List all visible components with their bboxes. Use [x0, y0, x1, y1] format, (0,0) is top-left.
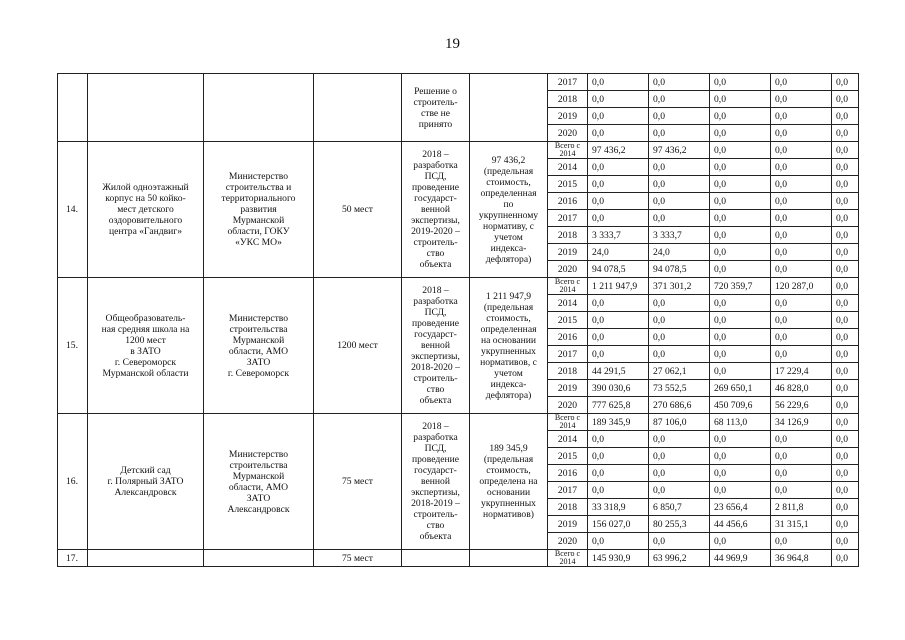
object-name-cell: Жилой одноэтажный корпус на 50 койко- мест детского оздоровительного центра «Гандвиг»: [88, 142, 204, 278]
amount-cell: 0,0: [588, 465, 649, 482]
amount-cell: 0,0: [832, 244, 859, 261]
amount-cell: 63 996,2: [649, 550, 710, 567]
amount-cell: 0,0: [649, 108, 710, 125]
amount-cell: 0,0: [771, 142, 832, 159]
amount-cell: 27 062,1: [649, 363, 710, 380]
amount-cell: 0,0: [832, 448, 859, 465]
amount-cell: 0,0: [771, 227, 832, 244]
year-cell: 2019: [548, 108, 588, 125]
cost-cell: 97 436,2 (предельная стоимость, определенная по укрупненному нормативу, с учетом индекса- дефлятора): [470, 142, 548, 278]
amount-cell: 0,0: [832, 176, 859, 193]
amount-cell: 0,0: [588, 193, 649, 210]
table-row: [58, 278, 859, 295]
amount-cell: 0,0: [588, 533, 649, 550]
amount-cell: 0,0: [649, 448, 710, 465]
amount-cell: 0,0: [832, 363, 859, 380]
amount-cell: 44 291,5: [588, 363, 649, 380]
amount-cell: 0,0: [771, 431, 832, 448]
amount-cell: 73 552,5: [649, 380, 710, 397]
year-cell: 2020: [548, 397, 588, 414]
amount-cell: 0,0: [832, 261, 859, 278]
amount-cell: 0,0: [588, 482, 649, 499]
year-cell: 2016: [548, 193, 588, 210]
construction-objects-table: [57, 73, 859, 567]
amount-cell: 0,0: [771, 125, 832, 142]
amount-cell: 145 930,9: [588, 550, 649, 567]
year-cell: 2016: [548, 329, 588, 346]
amount-cell: 0,0: [771, 448, 832, 465]
year-cell: 2018: [548, 363, 588, 380]
amount-cell: 94 078,5: [649, 261, 710, 278]
amount-cell: 0,0: [832, 74, 859, 91]
amount-cell: 94 078,5: [588, 261, 649, 278]
amount-cell: 80 255,3: [649, 516, 710, 533]
year-cell: 2018: [548, 227, 588, 244]
amount-cell: 390 030,6: [588, 380, 649, 397]
amount-cell: 0,0: [832, 108, 859, 125]
year-cell: 2019: [548, 516, 588, 533]
amount-cell: 56 229,6: [771, 397, 832, 414]
customer-cell: [204, 550, 314, 567]
amount-cell: 17 229,4: [771, 363, 832, 380]
stages-cell: 2018 – разработка ПСД, проведение государст- венной экспертизы, 2018-2020 – строитель- ство объекта: [402, 278, 470, 414]
customer-cell: [204, 74, 314, 142]
amount-cell: 0,0: [649, 431, 710, 448]
cost-cell: [470, 550, 548, 567]
amount-cell: 2 811,8: [771, 499, 832, 516]
year-cell: 2015: [548, 448, 588, 465]
amount-cell: 0,0: [649, 125, 710, 142]
amount-cell: 68 113,0: [710, 414, 771, 431]
year-cell: 2014: [548, 431, 588, 448]
capacity-cell: [314, 74, 402, 142]
year-cell: 2018: [548, 499, 588, 516]
year-cell: 2020: [548, 261, 588, 278]
amount-cell: 0,0: [588, 125, 649, 142]
amount-cell: 0,0: [649, 159, 710, 176]
amount-cell: 0,0: [710, 91, 771, 108]
table-row: [58, 550, 859, 567]
amount-cell: 0,0: [832, 312, 859, 329]
amount-cell: 0,0: [771, 176, 832, 193]
amount-cell: 0,0: [771, 329, 832, 346]
amount-cell: 0,0: [832, 397, 859, 414]
amount-cell: 0,0: [832, 550, 859, 567]
year-cell: 2017: [548, 74, 588, 91]
capacity-cell: 50 мест: [314, 142, 402, 278]
amount-cell: 0,0: [588, 74, 649, 91]
row-number-cell: 14.: [58, 142, 88, 278]
amount-cell: 0,0: [588, 108, 649, 125]
amount-cell: 0,0: [588, 210, 649, 227]
amount-cell: 0,0: [710, 261, 771, 278]
amount-cell: 1 211 947,9: [588, 278, 649, 295]
amount-cell: 3 333,7: [649, 227, 710, 244]
amount-cell: 0,0: [832, 278, 859, 295]
object-name-cell: Детский сад г. Полярный ЗАТО Александровск: [88, 414, 204, 550]
amount-cell: 0,0: [710, 346, 771, 363]
cost-cell: 1 211 947,9 (предельная стоимость, определенная на основании укрупненных нормативов, с учетом индекса- дефлятора): [470, 278, 548, 414]
year-cell: 2014: [548, 295, 588, 312]
amount-cell: 0,0: [771, 108, 832, 125]
amount-cell: 0,0: [771, 91, 832, 108]
object-name-cell: Общеобразователь- ная средняя школа на 1200 мест в ЗАТО г. Североморск Мурманской области: [88, 278, 204, 414]
year-cell: 2014: [548, 159, 588, 176]
amount-cell: 0,0: [710, 329, 771, 346]
amount-cell: 0,0: [832, 482, 859, 499]
amount-cell: 0,0: [649, 329, 710, 346]
amount-cell: 0,0: [771, 244, 832, 261]
amount-cell: 0,0: [832, 414, 859, 431]
year-cell: Всего с 2014: [548, 278, 588, 295]
amount-cell: 44 969,9: [710, 550, 771, 567]
customer-cell: Министерство строительства и территориального развития Мурманской области, ГОКУ «УКС МО»: [204, 142, 314, 278]
year-cell: Всего с 2014: [548, 414, 588, 431]
amount-cell: 156 027,0: [588, 516, 649, 533]
amount-cell: 0,0: [588, 346, 649, 363]
amount-cell: 24,0: [649, 244, 710, 261]
amount-cell: 0,0: [832, 329, 859, 346]
capacity-cell: 75 мест: [314, 414, 402, 550]
amount-cell: 0,0: [832, 431, 859, 448]
amount-cell: 0,0: [710, 227, 771, 244]
amount-cell: 0,0: [588, 448, 649, 465]
amount-cell: 0,0: [771, 193, 832, 210]
amount-cell: 0,0: [649, 295, 710, 312]
amount-cell: 0,0: [832, 210, 859, 227]
amount-cell: 450 709,6: [710, 397, 771, 414]
amount-cell: 23 656,4: [710, 499, 771, 516]
amount-cell: 0,0: [649, 465, 710, 482]
amount-cell: 0,0: [832, 465, 859, 482]
amount-cell: 0,0: [710, 159, 771, 176]
year-cell: 2017: [548, 482, 588, 499]
stages-cell: 2018 – разработка ПСД, проведение государст- венной экспертизы, 2019-2020 – строитель- ство объекта: [402, 142, 470, 278]
object-name-cell: [88, 74, 204, 142]
amount-cell: 97 436,2: [588, 142, 649, 159]
amount-cell: 777 625,8: [588, 397, 649, 414]
table-row: [58, 142, 859, 159]
amount-cell: 0,0: [771, 465, 832, 482]
amount-cell: 0,0: [649, 533, 710, 550]
amount-cell: 0,0: [649, 482, 710, 499]
amount-cell: 0,0: [649, 176, 710, 193]
amount-cell: 371 301,2: [649, 278, 710, 295]
page-number: 19: [445, 36, 460, 52]
amount-cell: 0,0: [771, 346, 832, 363]
cost-cell: [470, 74, 548, 142]
amount-cell: 0,0: [710, 363, 771, 380]
table-row: [58, 414, 859, 431]
amount-cell: 0,0: [649, 193, 710, 210]
amount-cell: 0,0: [832, 499, 859, 516]
amount-cell: 0,0: [832, 142, 859, 159]
year-cell: 2017: [548, 346, 588, 363]
customer-cell: Министерство строительства Мурманской области, АМО ЗАТО г. Североморск: [204, 278, 314, 414]
year-cell: 2015: [548, 312, 588, 329]
stages-cell: 2018 – разработка ПСД, проведение государст- венной экспертизы, 2018-2019 – строитель- ство объекта: [402, 414, 470, 550]
amount-cell: 0,0: [710, 431, 771, 448]
capacity-cell: 75 мест: [314, 550, 402, 567]
amount-cell: 0,0: [588, 176, 649, 193]
table-row: [58, 74, 859, 91]
year-cell: 2017: [548, 210, 588, 227]
amount-cell: 0,0: [832, 516, 859, 533]
amount-cell: 0,0: [710, 193, 771, 210]
amount-cell: 87 106,0: [649, 414, 710, 431]
amount-cell: 269 650,1: [710, 380, 771, 397]
row-number-cell: [58, 74, 88, 142]
amount-cell: 0,0: [588, 295, 649, 312]
amount-cell: 0,0: [832, 91, 859, 108]
amount-cell: 0,0: [771, 74, 832, 91]
year-cell: 2018: [548, 91, 588, 108]
year-cell: 2019: [548, 244, 588, 261]
amount-cell: 46 828,0: [771, 380, 832, 397]
row-number-cell: 15.: [58, 278, 88, 414]
year-cell: 2016: [548, 465, 588, 482]
amount-cell: 0,0: [771, 482, 832, 499]
amount-cell: 0,0: [832, 125, 859, 142]
amount-cell: 6 850,7: [649, 499, 710, 516]
amount-cell: 0,0: [710, 295, 771, 312]
amount-cell: 0,0: [710, 533, 771, 550]
amount-cell: 0,0: [832, 227, 859, 244]
amount-cell: 33 318,9: [588, 499, 649, 516]
amount-cell: 3 333,7: [588, 227, 649, 244]
amount-cell: 0,0: [710, 125, 771, 142]
amount-cell: 0,0: [588, 329, 649, 346]
amount-cell: 24,0: [588, 244, 649, 261]
amount-cell: 34 126,9: [771, 414, 832, 431]
amount-cell: 0,0: [710, 176, 771, 193]
year-cell: 2020: [548, 533, 588, 550]
year-cell: Всего с 2014: [548, 550, 588, 567]
amount-cell: 0,0: [710, 142, 771, 159]
amount-cell: 44 456,6: [710, 516, 771, 533]
amount-cell: 0,0: [649, 312, 710, 329]
amount-cell: 0,0: [649, 210, 710, 227]
amount-cell: 0,0: [832, 159, 859, 176]
amount-cell: 0,0: [588, 91, 649, 108]
object-name-cell: [88, 550, 204, 567]
amount-cell: 0,0: [771, 159, 832, 176]
row-number-cell: 16.: [58, 414, 88, 550]
amount-cell: 720 359,7: [710, 278, 771, 295]
capacity-cell: 1200 мест: [314, 278, 402, 414]
amount-cell: 0,0: [649, 346, 710, 363]
amount-cell: 270 686,6: [649, 397, 710, 414]
amount-cell: 0,0: [771, 261, 832, 278]
amount-cell: 0,0: [771, 295, 832, 312]
amount-cell: 0,0: [771, 533, 832, 550]
stages-cell: Решение о строитель- стве не принято: [402, 74, 470, 142]
amount-cell: 0,0: [649, 91, 710, 108]
amount-cell: 0,0: [710, 108, 771, 125]
amount-cell: 0,0: [832, 295, 859, 312]
year-cell: 2015: [548, 176, 588, 193]
amount-cell: 0,0: [588, 431, 649, 448]
amount-cell: 31 315,1: [771, 516, 832, 533]
year-cell: 2019: [548, 380, 588, 397]
stages-cell: [402, 550, 470, 567]
customer-cell: Министерство строительства Мурманской области, АМО ЗАТО Александровск: [204, 414, 314, 550]
amount-cell: 0,0: [832, 380, 859, 397]
amount-cell: 0,0: [710, 482, 771, 499]
amount-cell: 0,0: [832, 346, 859, 363]
amount-cell: 0,0: [710, 244, 771, 261]
amount-cell: 0,0: [710, 312, 771, 329]
amount-cell: 189 345,9: [588, 414, 649, 431]
amount-cell: 0,0: [710, 210, 771, 227]
row-number-cell: 17.: [58, 550, 88, 567]
cost-cell: 189 345,9 (предельная стоимость, определена на основании укрупненных нормативов): [470, 414, 548, 550]
year-cell: 2020: [548, 125, 588, 142]
amount-cell: 0,0: [710, 74, 771, 91]
amount-cell: 0,0: [710, 448, 771, 465]
amount-cell: 97 436,2: [649, 142, 710, 159]
amount-cell: 36 964,8: [771, 550, 832, 567]
amount-cell: 0,0: [832, 193, 859, 210]
amount-cell: 0,0: [588, 159, 649, 176]
amount-cell: 0,0: [649, 74, 710, 91]
amount-cell: 0,0: [771, 210, 832, 227]
amount-cell: 0,0: [832, 533, 859, 550]
amount-cell: 0,0: [771, 312, 832, 329]
year-cell: Всего с 2014: [548, 142, 588, 159]
amount-cell: 0,0: [588, 312, 649, 329]
amount-cell: 120 287,0: [771, 278, 832, 295]
amount-cell: 0,0: [710, 465, 771, 482]
